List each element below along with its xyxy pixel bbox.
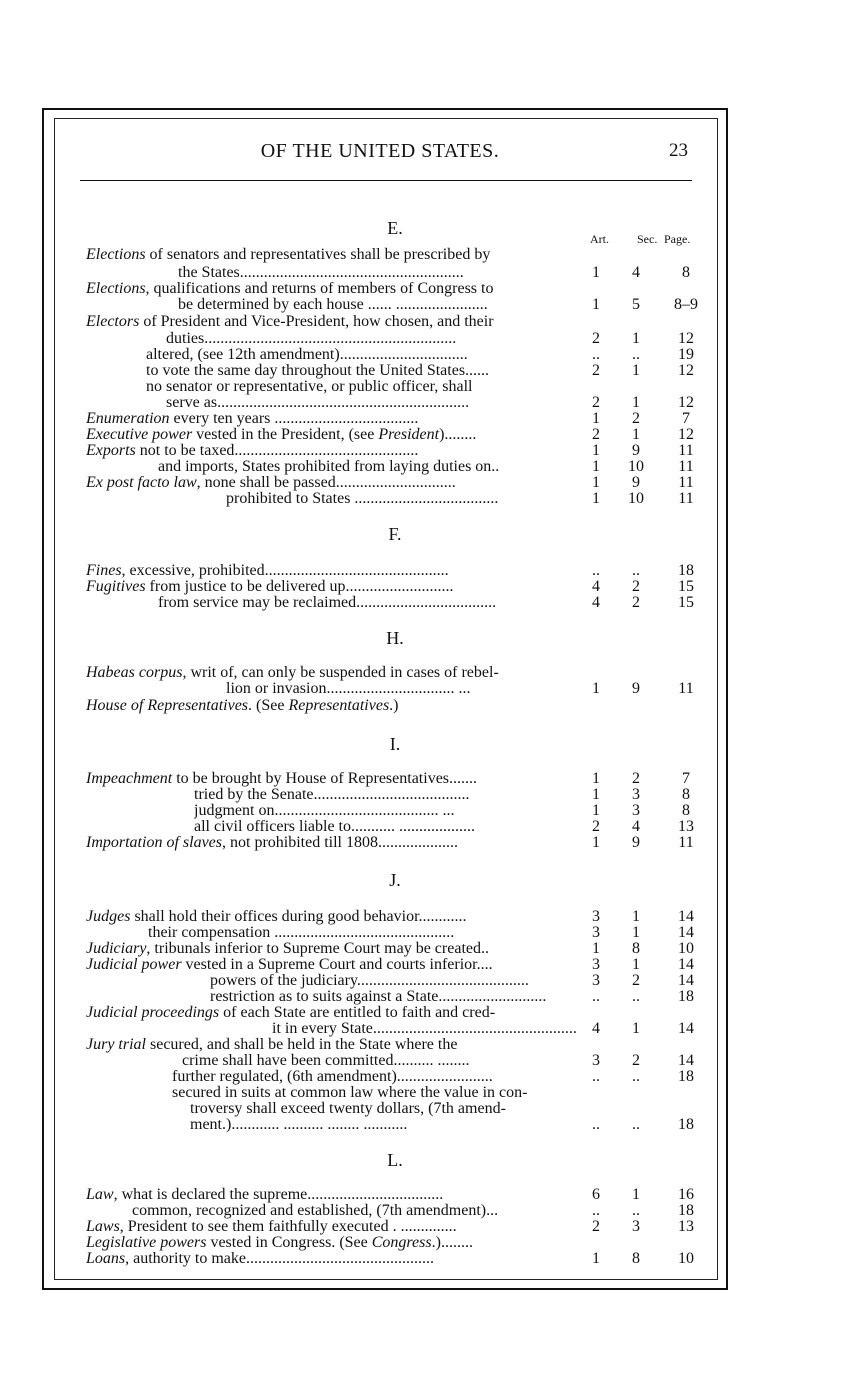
- index-entry: it in every State...................................................: [272, 1020, 577, 1037]
- entry-sec: 9: [632, 834, 640, 851]
- entry-page: 18: [678, 562, 694, 579]
- entry-art: 3: [592, 924, 600, 941]
- index-entry: and imports, States prohibited from laying duties on..: [158, 458, 500, 475]
- entry-art: 2: [592, 330, 600, 347]
- index-entry: Legislative powers vested in Congress. (See Congress.)........: [86, 1234, 473, 1251]
- index-entry: House of Representatives. (See Representatives.): [86, 697, 399, 714]
- entry-sec: ..: [632, 346, 640, 363]
- entry-page: 19: [678, 346, 694, 363]
- entry-sec: 2: [632, 410, 640, 427]
- index-entry: Ex post facto law, none shall be passed..............................: [86, 474, 456, 491]
- entry-page: 14: [678, 956, 694, 973]
- index-entry: all civil officers liable to........... ...................: [194, 818, 475, 835]
- entry-page: 11: [678, 834, 694, 851]
- index-entry: troversy shall exceed twenty dollars, (7th amend-: [190, 1100, 506, 1117]
- index-entry: serve as...............................................................: [166, 394, 470, 411]
- entry-sec: 9: [632, 442, 640, 459]
- entry-art: 3: [592, 956, 600, 973]
- entry-art: 1: [592, 442, 600, 459]
- index-entry: be determined by each house ...... .......................: [178, 296, 488, 313]
- entry-sec: 1: [632, 426, 640, 443]
- index-entry: Importation of slaves, not prohibited till 1808....................: [86, 834, 458, 851]
- entry-sec: 8: [632, 1250, 640, 1267]
- index-entry: Fugitives from justice to be delivered up...........................: [86, 578, 454, 595]
- entry-page: 16: [678, 1186, 694, 1203]
- entry-page: 11: [678, 458, 694, 475]
- index-entry: Judicial proceedings of each State are entitled to faith and cred-: [86, 1004, 496, 1021]
- column-header-page: Page.: [664, 232, 691, 246]
- entry-art: 2: [592, 362, 600, 379]
- entry-page: 14: [678, 1052, 694, 1069]
- entry-page: 14: [678, 972, 694, 989]
- entry-art: ..: [592, 1202, 600, 1219]
- entry-sec: 10: [628, 458, 644, 475]
- entry-sec: 2: [632, 594, 640, 611]
- entry-art: 1: [592, 264, 600, 281]
- index-entry: from service may be reclaimed...................................: [158, 594, 497, 611]
- entry-art: 1: [592, 940, 600, 957]
- entry-sec: ..: [632, 1116, 640, 1133]
- entry-art: 3: [592, 972, 600, 989]
- entry-art: 1: [592, 1250, 600, 1267]
- index-entry: their compensation .............................................: [148, 924, 455, 941]
- entry-art: 1: [592, 834, 600, 851]
- column-header-sec: Sec.: [637, 232, 658, 246]
- entry-art: 3: [592, 1052, 600, 1069]
- entry-page: 11: [678, 490, 694, 507]
- entry-sec: ..: [632, 1202, 640, 1219]
- entry-art: 1: [592, 474, 600, 491]
- entry-sec: ..: [632, 562, 640, 579]
- entry-art: 2: [592, 818, 600, 835]
- entry-page: 11: [678, 442, 694, 459]
- entry-sec: 5: [632, 296, 640, 313]
- entry-sec: 9: [632, 680, 640, 697]
- index-entry: restriction as to suits against a State...........................: [210, 988, 547, 1005]
- entry-page: 14: [678, 924, 694, 941]
- entry-sec: 2: [632, 578, 640, 595]
- index-entry: prohibited to States ....................................: [226, 490, 499, 507]
- section-letter: F.: [388, 524, 402, 544]
- entry-page: 15: [678, 594, 694, 611]
- index-entry: duties...............................................................: [166, 330, 457, 347]
- entry-page: 10: [678, 1250, 694, 1267]
- entry-page: 12: [678, 394, 694, 411]
- entry-sec: 3: [632, 1218, 640, 1235]
- index-entry: Judiciary, tribunals inferior to Supreme Court may be created..: [86, 940, 489, 957]
- entry-sec: 1: [632, 394, 640, 411]
- entry-art: 1: [592, 802, 600, 819]
- entry-art: 1: [592, 458, 600, 475]
- index-entry: the States........................................................: [178, 264, 464, 281]
- entry-art: 2: [592, 426, 600, 443]
- index-entry: common, recognized and established, (7th amendment)...: [132, 1202, 499, 1219]
- entry-art: 3: [592, 908, 600, 925]
- entry-sec: 4: [632, 818, 640, 835]
- index-entry: Laws, President to see them faithfully executed . ..............: [86, 1218, 457, 1235]
- index-entry: Electors of President and Vice-President, how chosen, and their: [86, 313, 494, 330]
- index-entry: altered, (see 12th amendment)................................: [146, 346, 468, 363]
- index-entry: Exports not to be taxed..............................................: [86, 442, 419, 459]
- entry-page: 8: [682, 786, 690, 803]
- index-entry: no senator or representative, or public officer, shall: [146, 378, 473, 395]
- entry-sec: 9: [632, 474, 640, 491]
- entry-art: 4: [592, 1020, 600, 1037]
- entry-art: ..: [592, 1116, 600, 1133]
- entry-sec: 1: [632, 908, 640, 925]
- entry-sec: 8: [632, 940, 640, 957]
- entry-page: 12: [678, 330, 694, 347]
- entry-sec: 1: [632, 924, 640, 941]
- entry-art: 1: [592, 296, 600, 313]
- index-entry: Impeachment to be brought by House of Representatives.......: [86, 770, 478, 787]
- entry-page: 11: [678, 680, 694, 697]
- entry-page: 7: [682, 410, 690, 427]
- entry-art: 2: [592, 1218, 600, 1235]
- entry-art: 1: [592, 410, 600, 427]
- entry-art: ..: [592, 346, 600, 363]
- index-entry: Loans, authority to make...............................................: [86, 1250, 434, 1267]
- entry-sec: 1: [632, 330, 640, 347]
- index-entry: judgment on......................................... ...: [194, 802, 455, 819]
- index-entry: ment.)............ .......... ........ ...........: [190, 1116, 408, 1133]
- section-letter: I.: [389, 734, 401, 754]
- entry-sec: 1: [632, 362, 640, 379]
- running-title: OF THE UNITED STATES.: [260, 140, 500, 162]
- entry-page: 18: [678, 1116, 694, 1133]
- entry-art: 1: [592, 786, 600, 803]
- page-number: 23: [669, 140, 688, 161]
- section-letter: L.: [387, 1150, 403, 1170]
- index-entry: Executive power vested in the President, (see President)........: [86, 426, 477, 443]
- index-entry: secured in suits at common law where the value in con-: [172, 1084, 528, 1101]
- index-entry: Elections of senators and representatives shall be prescribed by: [86, 246, 491, 263]
- entry-page: 12: [678, 426, 694, 443]
- index-entry: lion or invasion................................ ...: [226, 680, 471, 697]
- entry-art: 4: [592, 578, 600, 595]
- index-entry: Jury trial secured, and shall be held in the State where the: [86, 1036, 458, 1053]
- entry-sec: 4: [632, 264, 640, 281]
- entry-art: 1: [592, 490, 600, 507]
- entry-page: 7: [682, 770, 690, 787]
- index-entry: crime shall have been committed.......... ........: [182, 1052, 470, 1069]
- entry-sec: 2: [632, 1052, 640, 1069]
- entry-art: 1: [592, 770, 600, 787]
- index-entry: powers of the judiciary...........................................: [210, 972, 529, 989]
- entry-page: 14: [678, 908, 694, 925]
- section-letter: H.: [386, 628, 404, 648]
- index-entry: Habeas corpus, writ of, can only be suspended in cases of rebel-: [86, 664, 499, 681]
- entry-page: 13: [678, 818, 694, 835]
- entry-art: 4: [592, 594, 600, 611]
- index-entry: Judicial power vested in a Supreme Court and courts inferior....: [86, 956, 493, 973]
- index-entry: Elections, qualifications and returns of members of Congress to: [86, 280, 494, 297]
- entry-art: ..: [592, 988, 600, 1005]
- entry-art: 2: [592, 394, 600, 411]
- entry-page: 10: [678, 940, 694, 957]
- index-entry: Enumeration every ten years ....................................: [86, 410, 419, 427]
- entry-page: 8–9: [674, 296, 698, 313]
- entry-page: 8: [682, 264, 690, 281]
- entry-page: 15: [678, 578, 694, 595]
- entry-sec: 10: [628, 490, 644, 507]
- header-rule: [80, 180, 692, 181]
- entry-page: 11: [678, 474, 694, 491]
- entry-sec: ..: [632, 1068, 640, 1085]
- index-entry: further regulated, (6th amendment)........................: [172, 1068, 493, 1085]
- entry-art: 1: [592, 680, 600, 697]
- index-entry: tried by the Senate.......................................: [194, 786, 470, 803]
- index-entry: Judges shall hold their offices during good behavior............: [86, 908, 467, 925]
- entry-page: 8: [682, 802, 690, 819]
- entry-page: 14: [678, 1020, 694, 1037]
- entry-sec: 3: [632, 802, 640, 819]
- section-letter: J.: [389, 870, 401, 890]
- entry-sec: 3: [632, 786, 640, 803]
- entry-sec: 2: [632, 770, 640, 787]
- column-header-art: Art.: [590, 232, 609, 246]
- entry-art: ..: [592, 562, 600, 579]
- page-header: [62, 140, 698, 170]
- index-entry: Fines, excessive, prohibited..............................................: [86, 562, 449, 579]
- entry-sec: 1: [632, 1020, 640, 1037]
- entry-art: ..: [592, 1068, 600, 1085]
- index-entry: Law, what is declared the supreme..................................: [86, 1186, 444, 1203]
- entry-page: 13: [678, 1218, 694, 1235]
- section-letter: E.: [387, 218, 403, 238]
- entry-page: 18: [678, 988, 694, 1005]
- index-entry: to vote the same day throughout the United States......: [146, 362, 490, 379]
- entry-sec: 1: [632, 1186, 640, 1203]
- entry-page: 12: [678, 362, 694, 379]
- entry-sec: 1: [632, 956, 640, 973]
- entry-art: 6: [592, 1186, 600, 1203]
- entry-sec: ..: [632, 988, 640, 1005]
- entry-page: 18: [678, 1068, 694, 1085]
- entry-page: 18: [678, 1202, 694, 1219]
- entry-sec: 2: [632, 972, 640, 989]
